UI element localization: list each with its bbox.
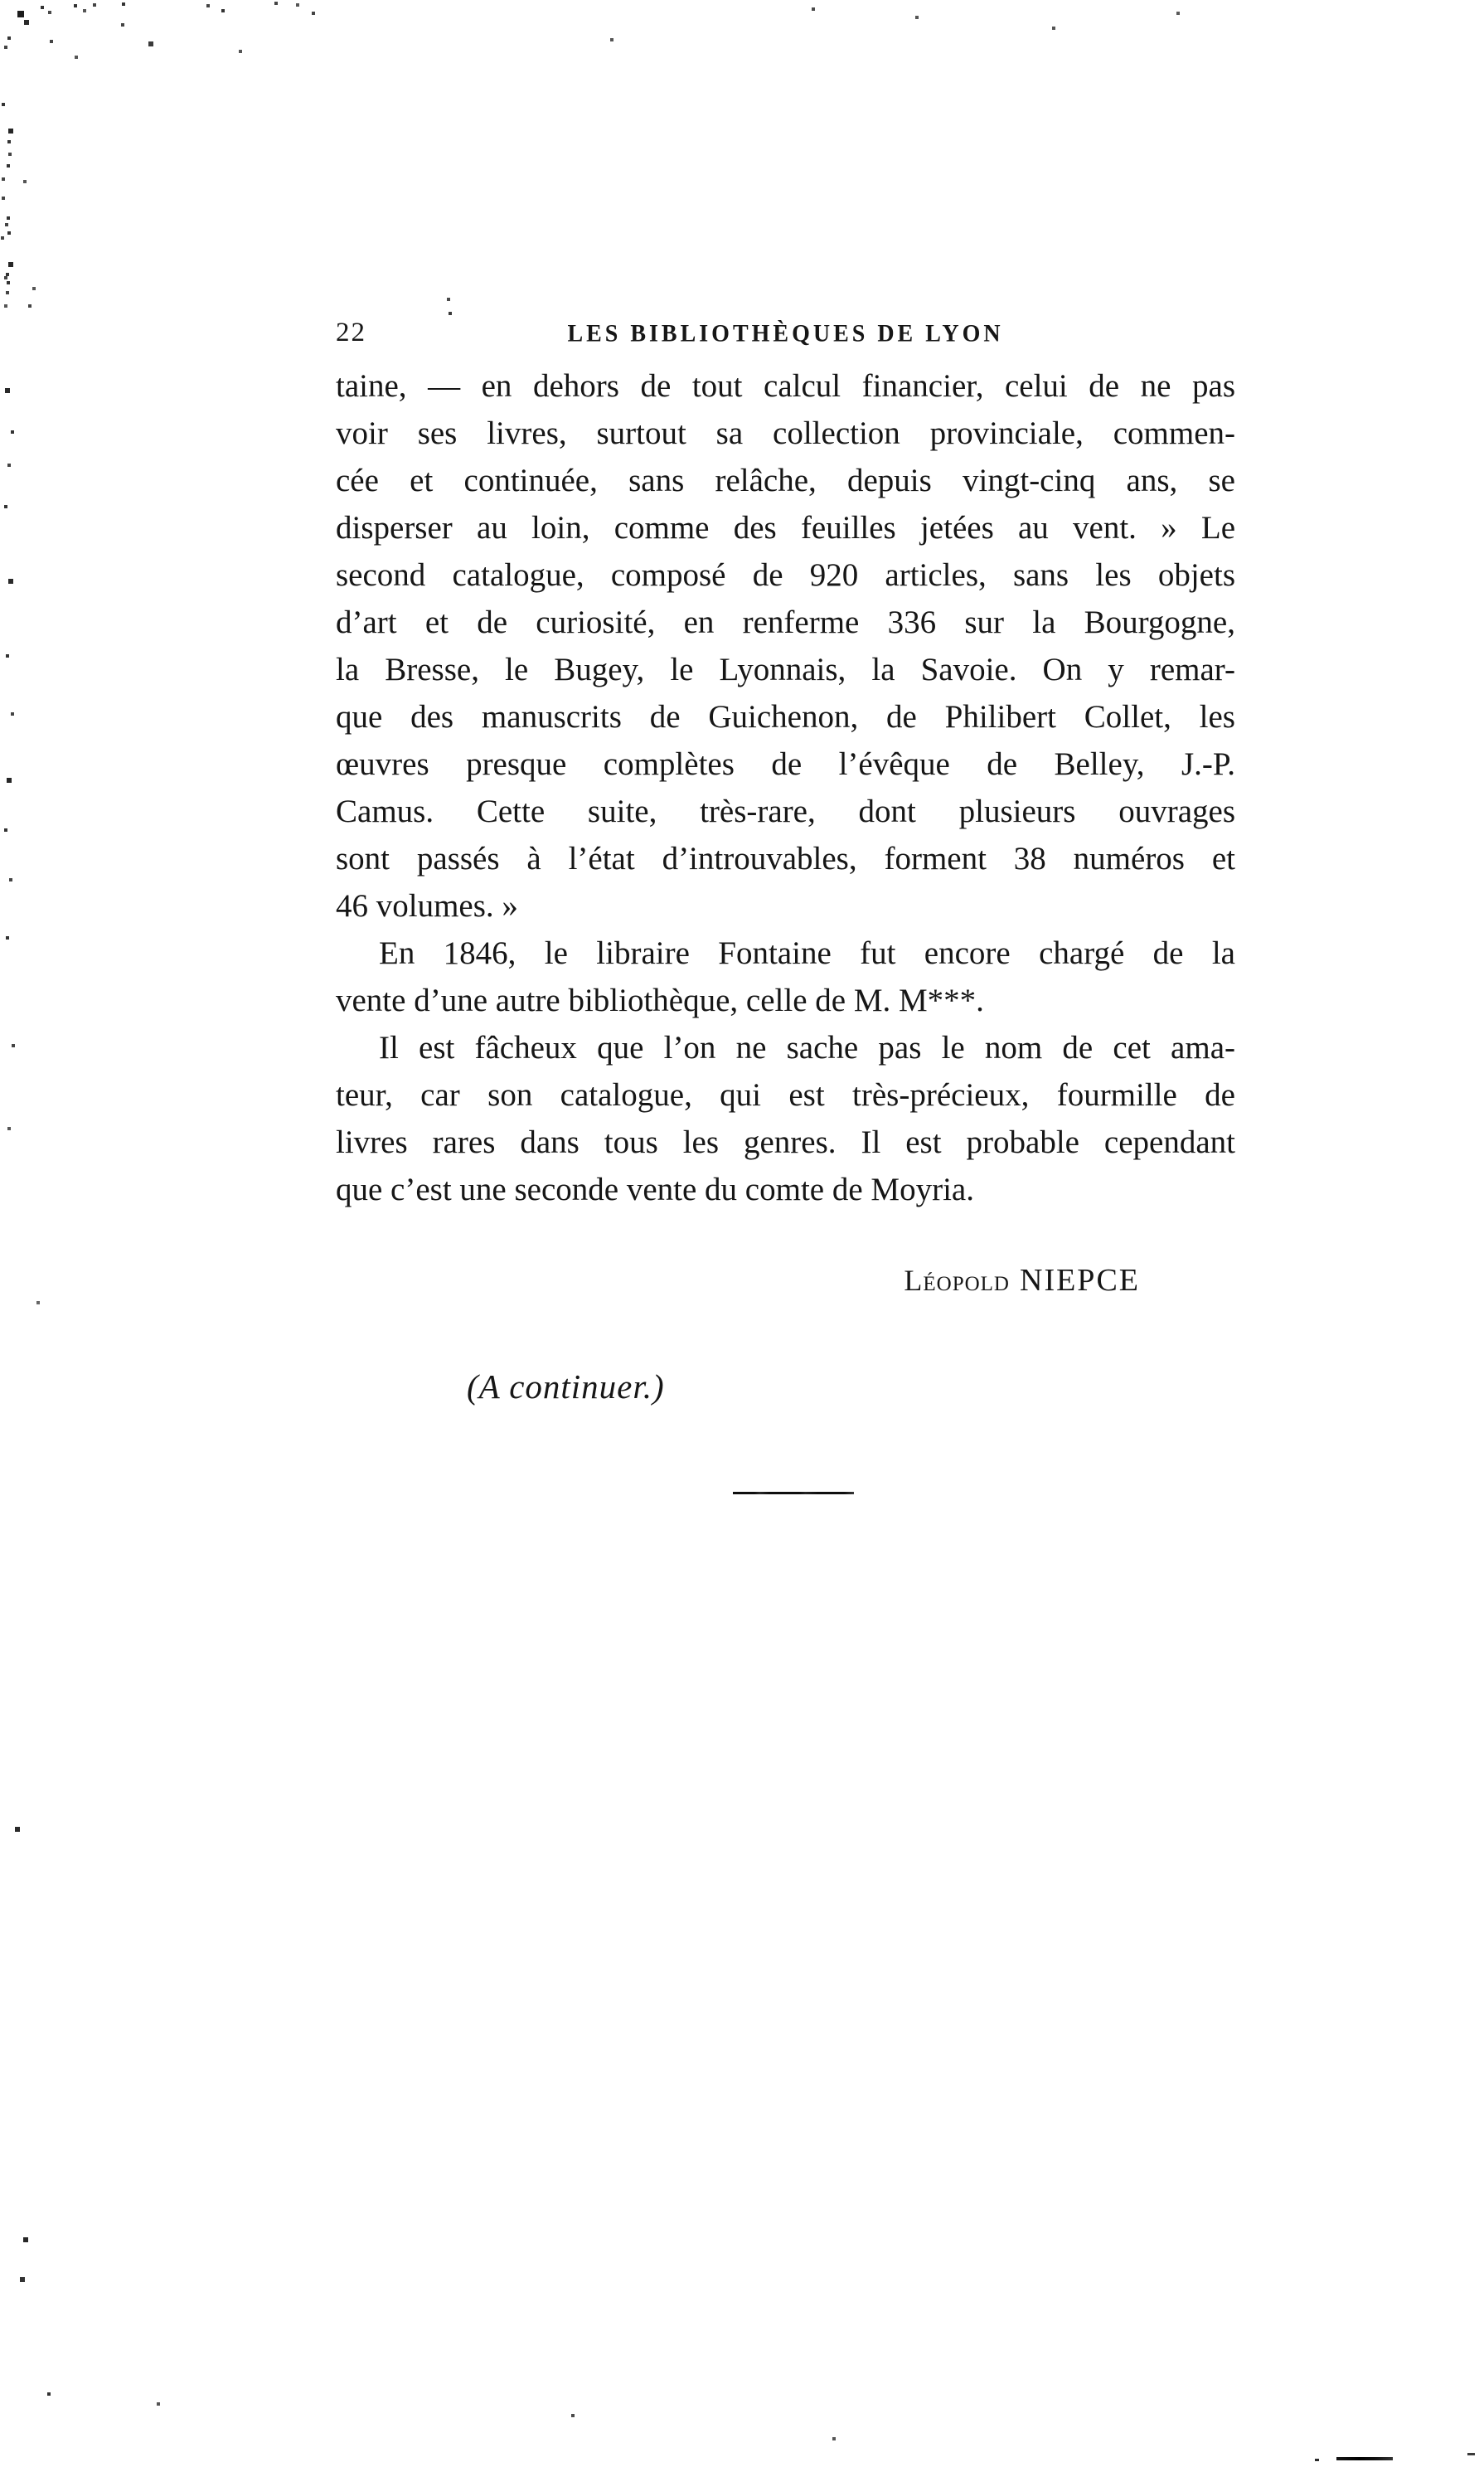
text-line: disperser au loin, comme des feuilles jetées au vent. » Le: [336, 510, 1235, 546]
text-line: d’art et de curiosité, en renferme 336 sur la Bourgogne,: [336, 605, 1235, 640]
text-line: que c’est une seconde vente du comte de Moyria.: [336, 1172, 974, 1207]
to-be-continued-note: (A continuer.): [467, 1367, 665, 1406]
text-line: teur, car son catalogue, qui est très-précieux, fourmille de: [336, 1077, 1235, 1113]
text-line: livres rares dans tous les genres. Il est probable cependant: [336, 1124, 1235, 1160]
text-line: voir ses livres, surtout sa collection provinciale, commen-: [336, 415, 1235, 451]
text-line: taine, — en dehors de tout calcul financier, celui de ne pas: [336, 368, 1235, 404]
author-first-name: Léopold: [904, 1264, 1010, 1297]
text-line: Camus. Cette suite, très-rare, dont plusieurs ouvrages: [336, 794, 1235, 829]
text-line: 46 volumes. »: [336, 888, 518, 924]
text-line: la Bresse, le Bugey, le Lyonnais, la Savoie. On y remar-: [336, 652, 1235, 687]
text-line: Il est fâcheux que l’on ne sache pas le nom de cet ama-: [379, 1030, 1235, 1066]
scan-noise-specks: [0, 0, 2, 2]
scan-artifact-dash: [1336, 2457, 1393, 2460]
scan-artifact-dot: [1467, 2453, 1475, 2455]
text-line: vente d’une autre bibliothèque, celle de M. M***.: [336, 983, 984, 1018]
text-line: sont passés à l’état d’introuvables, forment 38 numéros et: [336, 841, 1235, 877]
scan-artifact-dot: [1315, 2459, 1319, 2461]
running-title: LES BIBLIOTHÈQUES DE LYON: [567, 320, 1004, 347]
text-line: œuvres presque complètes de l’évêque de Belley, J.-P.: [336, 746, 1235, 782]
page-header: [336, 316, 1235, 349]
text-line: que des manuscrits de Guichenon, de Philibert Collet, les: [336, 699, 1235, 735]
text-line: cée et continuée, sans relâche, depuis vingt-cinq ans, se: [336, 463, 1235, 498]
page-number: 22: [336, 318, 366, 347]
text-line: En 1846, le libraire Fontaine fut encore chargé de la: [379, 935, 1235, 971]
author-signature: [336, 1262, 1235, 1299]
section-divider-rule: [733, 1492, 854, 1494]
text-block: [336, 362, 1235, 1213]
author-last-name: NIEPCE: [1020, 1263, 1140, 1298]
text-line: second catalogue, composé de 920 articles, sans les objets: [336, 557, 1235, 593]
